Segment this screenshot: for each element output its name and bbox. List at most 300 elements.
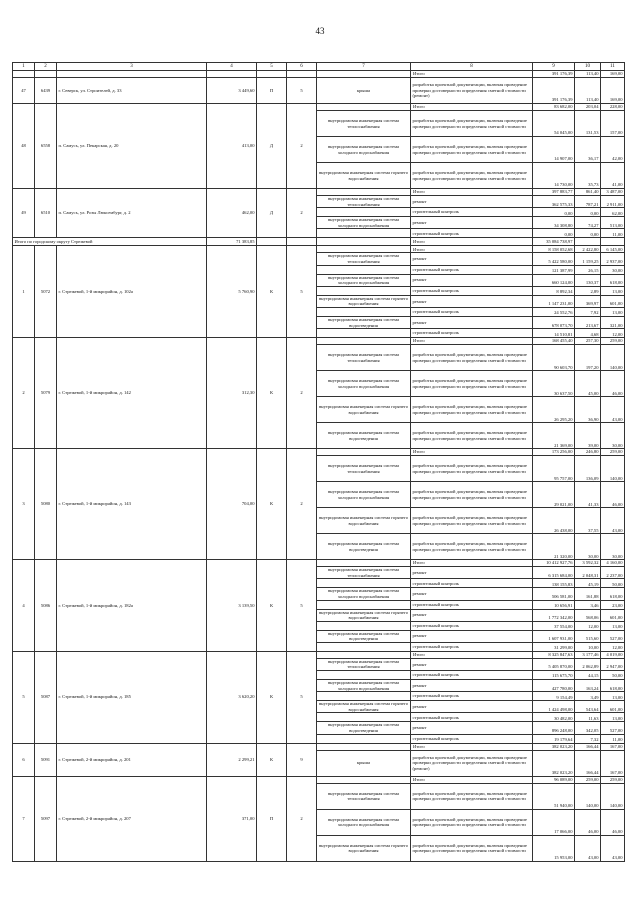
work-cost: 37 554,00 — [533, 621, 575, 630]
page-number: 43 — [315, 26, 325, 36]
total-limit-cost: 259,00 — [601, 449, 625, 456]
empty-cell — [317, 776, 411, 783]
work-type: строительный контроль — [411, 286, 533, 295]
column-number-cell: 8 — [411, 63, 533, 71]
unit-cost: 37,55 — [575, 508, 601, 534]
engineering-system: внутридомовая инженерная система холодного водоснабжения — [317, 137, 411, 163]
work-cost: 30 482,00 — [533, 713, 575, 722]
work-row — [13, 78, 625, 104]
work-cost: 10 656,91 — [533, 600, 575, 609]
work-type: ремонт — [411, 567, 533, 579]
table-body — [13, 71, 625, 862]
house-id: 6510 — [35, 189, 57, 238]
work-cost: 31 299,00 — [533, 642, 575, 651]
unit-cost: 197,20 — [575, 345, 601, 371]
empty-cell — [257, 238, 287, 246]
work-type: строительный контроль — [411, 621, 533, 630]
house-area: 3 139,50 — [207, 560, 257, 652]
house-id: 5091 — [35, 743, 57, 776]
limit-cost: 50,00 — [601, 671, 625, 680]
engineering-system — [317, 307, 411, 316]
work-type: разработка проектной документации, включая проведение проверки достоверности определения сметной стоимости — [411, 783, 533, 809]
house-address: п. Самусь, ул. Розы Люксембург, д. 2 — [57, 189, 207, 238]
engineering-system: внутридомовая инженерная система холодного водоснабжения — [317, 809, 411, 835]
total-unit-cost: 2 422,80 — [575, 246, 601, 253]
unit-cost: 136,09 — [575, 456, 601, 482]
unit-cost: 213,67 — [575, 316, 601, 328]
wall-material: Д — [257, 189, 287, 238]
engineering-system: внутридомовая инженерная система горячего водоснабжения — [317, 508, 411, 534]
house-area: 3 449,60 — [207, 78, 257, 104]
unit-cost: 41,33 — [575, 482, 601, 508]
engineering-system — [317, 692, 411, 701]
work-type: разработка проектной документации, включая проведение проверки достоверности определения сметной стоимости — [411, 397, 533, 423]
limit-cost: 140,00 — [601, 456, 625, 482]
total-unit-cost: 246,80 — [575, 449, 601, 456]
total-unit-cost: 203,04 — [575, 104, 601, 111]
limit-cost: 618,00 — [601, 588, 625, 600]
work-cost: 90 603,70 — [533, 345, 575, 371]
work-type: разработка проектной документации, включая проведение проверки достоверности определения сметной стоимости — [411, 456, 533, 482]
work-type: разработка проектной документации, включая проведение проверки достоверности определения сметной стоимости — [411, 371, 533, 397]
unit-cost: 46,00 — [575, 809, 601, 835]
work-type: строительный контроль — [411, 229, 533, 238]
work-type: разработка проектной документации, включая проведение проверки достоверности определения сметной стоимости — [411, 482, 533, 508]
limit-cost: 601,00 — [601, 609, 625, 621]
work-type: разработка проектной документации, включая проведение проверки достоверности определения сметной стоимости — [411, 423, 533, 449]
work-type: строительный контроль — [411, 208, 533, 217]
engineering-system: внутридомовая инженерная система горячего водоснабжения — [317, 295, 411, 307]
engineering-system: внутридомовая инженерная система холодного водоснабжения — [317, 371, 411, 397]
total-label: Итого — [411, 743, 533, 750]
unit-cost: 787,21 — [575, 196, 601, 208]
house-address: г. Стрежевой, 1-й микрорайон, д. 102а — [57, 246, 207, 338]
engineering-system — [317, 642, 411, 651]
engineering-system: внутридомовая инженерная система теплоснабжения — [317, 783, 411, 809]
row-number: 1 — [13, 246, 35, 338]
work-cost: 427 780,00 — [533, 680, 575, 692]
floor-count: 2 — [287, 104, 317, 189]
column-number-cell: 10 — [575, 63, 601, 71]
unit-cost: 44,15 — [575, 671, 601, 680]
limit-cost: 30,00 — [601, 423, 625, 449]
limit-cost: 13,00 — [601, 286, 625, 295]
work-type: строительный контроль — [411, 329, 533, 338]
limit-cost: 527,00 — [601, 630, 625, 642]
house-address — [57, 71, 207, 78]
work-cost: 1 607 931,00 — [533, 630, 575, 642]
unit-cost: 74,27 — [575, 217, 601, 229]
engineering-system: внутридомовая инженерная система теплоснабжения — [317, 111, 411, 137]
work-type: строительный контроль — [411, 671, 533, 680]
empty-cell — [317, 743, 411, 750]
work-type: разработка проектной документации, включая проведение проверки достоверности определения сметной стоимости — [411, 345, 533, 371]
total-limit-cost: 167,00 — [601, 743, 625, 750]
unit-cost: 130,37 — [575, 274, 601, 286]
total-unit-cost: 3 592,32 — [575, 560, 601, 567]
limit-cost: 41,00 — [601, 163, 625, 189]
total-cost: 173 256,00 — [533, 449, 575, 456]
unit-cost: 0,00 — [575, 229, 601, 238]
engineering-system: крыша — [317, 78, 411, 104]
limit-cost: 618,00 — [601, 680, 625, 692]
wall-material: К — [257, 560, 287, 652]
limit-cost: 42,00 — [601, 137, 625, 163]
wall-material: К — [257, 246, 287, 338]
limit-cost: 11,00 — [601, 734, 625, 743]
engineering-system: внутридомовая инженерная система холодного водоснабжения — [317, 274, 411, 286]
unit-cost: 36,17 — [575, 137, 601, 163]
empty-cell — [317, 238, 411, 246]
work-type: разработка проектной документации, включая проведение проверки достоверности определения сметной стоимости — [411, 835, 533, 861]
engineering-system: внутридомовая инженерная система теплоснабжения — [317, 658, 411, 670]
unit-cost: 35,73 — [575, 163, 601, 189]
limit-cost: 43,00 — [601, 835, 625, 861]
unit-cost: 369,97 — [575, 295, 601, 307]
engineering-system: внутридомовая инженерная система теплоснабжения — [317, 253, 411, 265]
unit-cost: 166,44 — [575, 750, 601, 776]
total-unit-cost: 259,00 — [575, 776, 601, 783]
work-type: разработка проектной документации, включая проведение проверки достоверности определения сметной стоимости — [411, 508, 533, 534]
group-total-row — [13, 651, 625, 658]
floor-count: 5 — [287, 246, 317, 338]
total-limit-cost: 4 019,00 — [601, 651, 625, 658]
work-cost: 30 637,50 — [533, 371, 575, 397]
total-label: Итого — [411, 338, 533, 345]
work-type: ремонт — [411, 274, 533, 286]
floor-count — [287, 71, 317, 78]
engineering-system — [317, 229, 411, 238]
limit-cost: 50,00 — [601, 579, 625, 588]
limit-cost: 140,00 — [601, 783, 625, 809]
group-total-row — [13, 189, 625, 196]
unit-cost: 2,89 — [575, 286, 601, 295]
unit-cost: 140,00 — [575, 783, 601, 809]
row-number: 4 — [13, 560, 35, 652]
house-area: 704,00 — [207, 449, 257, 560]
house-area: 413,00 — [207, 104, 257, 189]
work-cost: 29 021,00 — [533, 482, 575, 508]
work-type: ремонт — [411, 658, 533, 670]
work-cost: 1 147 231,00 — [533, 295, 575, 307]
engineering-system: внутридомовая инженерная система горячего водоснабжения — [317, 397, 411, 423]
unit-cost: 113,40 — [575, 78, 601, 104]
engineering-system: внутридомовая инженерная система холодного водоснабжения — [317, 680, 411, 692]
limit-cost: 46,00 — [601, 371, 625, 397]
wall-material: П — [257, 776, 287, 861]
house-address: г. Стрежевой, 1-й микрорайон, д. 185 — [57, 651, 207, 743]
total-cost: 8 158 052,68 — [533, 246, 575, 253]
subtotal-area: 71 383,85 — [207, 238, 257, 246]
engineering-system — [317, 734, 411, 743]
engineering-system — [317, 329, 411, 338]
work-cost: 9 154,49 — [533, 692, 575, 701]
work-type: ремонт — [411, 701, 533, 713]
total-label: Итого — [411, 449, 533, 456]
floor-count: 2 — [287, 189, 317, 238]
work-type: разработка проектной документации, включая проведение проверки достоверности определения сметной стоимости — [411, 163, 533, 189]
column-number-cell: 9 — [533, 63, 575, 71]
work-cost: 51 940,00 — [533, 783, 575, 809]
limit-cost: 30,00 — [601, 265, 625, 274]
column-number-cell: 5 — [257, 63, 287, 71]
work-cost: 5 422 580,00 — [533, 253, 575, 265]
total-limit-cost: 259,00 — [601, 338, 625, 345]
column-number-cell: 1 — [13, 63, 35, 71]
house-area: 371,00 — [207, 776, 257, 861]
unit-cost: 163,24 — [575, 680, 601, 692]
work-cost: 26 438,00 — [533, 508, 575, 534]
total-unit-cost: 3 177,46 — [575, 651, 601, 658]
floor-count: 9 — [287, 743, 317, 776]
unit-cost: 45,00 — [575, 371, 601, 397]
work-cost: 138 155,83 — [533, 579, 575, 588]
house-id: 5072 — [35, 246, 57, 338]
row-number: 7 — [13, 776, 35, 861]
work-cost: 19 179,64 — [533, 734, 575, 743]
work-cost: 24 552,76 — [533, 307, 575, 316]
unit-cost: 45,19 — [575, 579, 601, 588]
empty-cell — [287, 238, 317, 246]
total-cost: 391 176,39 — [533, 71, 575, 78]
engineering-system — [317, 621, 411, 630]
work-cost: 678 073,70 — [533, 316, 575, 328]
house-id: 5097 — [35, 776, 57, 861]
engineering-system — [317, 265, 411, 274]
limit-cost: 169,00 — [601, 78, 625, 104]
work-cost: 6 315 684,00 — [533, 567, 575, 579]
group-total-row — [13, 246, 625, 253]
unit-cost: 36,90 — [575, 397, 601, 423]
empty-cell — [317, 560, 411, 567]
work-type: ремонт — [411, 609, 533, 621]
limit-cost: 601,00 — [601, 295, 625, 307]
wall-material: К — [257, 338, 287, 449]
empty-cell — [317, 189, 411, 196]
work-cost: 15 953,00 — [533, 835, 575, 861]
column-number-cell: 6 — [287, 63, 317, 71]
house-area: 5 760,90 — [207, 246, 257, 338]
unit-cost: 11,63 — [575, 713, 601, 722]
total-label: Итого — [411, 189, 533, 196]
work-cost: 382 023,20 — [533, 750, 575, 776]
total-unit-cost — [575, 238, 601, 246]
work-cost: 0,00 — [533, 208, 575, 217]
work-type: ремонт — [411, 217, 533, 229]
limit-cost: 13,00 — [601, 713, 625, 722]
work-type: ремонт — [411, 253, 533, 265]
limit-cost: 140,00 — [601, 345, 625, 371]
engineering-system — [317, 208, 411, 217]
group-total-row — [13, 104, 625, 111]
limit-cost: 527,00 — [601, 722, 625, 734]
house-area — [207, 71, 257, 78]
limit-cost: 12,00 — [601, 642, 625, 651]
total-limit-cost: 228,00 — [601, 104, 625, 111]
work-cost: 506 581,00 — [533, 588, 575, 600]
engineering-system: внутридомовая инженерная система холодного водоснабжения — [317, 482, 411, 508]
limit-cost: 12,00 — [601, 329, 625, 338]
work-type: разработка проектной документации, включая проведение проверки достоверности определения сметной стоимости — [411, 137, 533, 163]
limit-cost: 2 937,00 — [601, 253, 625, 265]
limit-cost: 11,00 — [601, 229, 625, 238]
work-cost: 54 045,00 — [533, 111, 575, 137]
column-number-cell: 11 — [601, 63, 625, 71]
work-cost: 391 176,39 — [533, 78, 575, 104]
limit-cost: 43,00 — [601, 397, 625, 423]
house-address: г. Стрежевой, 2-й микрорайон, д. 201 — [57, 743, 207, 776]
engineering-system: крыша — [317, 750, 411, 776]
row-number: 2 — [13, 338, 35, 449]
total-cost: 382 023,20 — [533, 743, 575, 750]
total-limit-cost — [601, 238, 625, 246]
engineering-system: внутридомовая инженерная система теплоснабжения — [317, 456, 411, 482]
unit-cost: 10,00 — [575, 642, 601, 651]
unit-cost: 515,60 — [575, 630, 601, 642]
total-cost: 10 412 927,76 — [533, 560, 575, 567]
limit-cost: 167,00 — [601, 750, 625, 776]
work-cost: 660 124,00 — [533, 274, 575, 286]
work-cost: 17 066,00 — [533, 809, 575, 835]
column-number-cell: 4 — [207, 63, 257, 71]
limit-cost: 46,00 — [601, 482, 625, 508]
engineering-system: внутридомовая инженерная система теплоснабжения — [317, 567, 411, 579]
unit-cost: 3,46 — [575, 600, 601, 609]
row-number — [13, 71, 35, 78]
wall-material: К — [257, 743, 287, 776]
work-type: строительный контроль — [411, 734, 533, 743]
total-unit-cost: 257,30 — [575, 338, 601, 345]
limit-cost: 157,00 — [601, 111, 625, 137]
house-id: 5087 — [35, 651, 57, 743]
work-type: ремонт — [411, 196, 533, 208]
unit-cost: 2 048,31 — [575, 567, 601, 579]
work-type: строительный контроль — [411, 579, 533, 588]
work-cost: 34 308,80 — [533, 217, 575, 229]
limit-cost: 321,00 — [601, 316, 625, 328]
work-cost: 21 320,00 — [533, 534, 575, 560]
floor-count: 2 — [287, 338, 317, 449]
total-label: Итого — [411, 651, 533, 658]
limit-cost: 2 947,00 — [601, 658, 625, 670]
work-cost: 14 510,81 — [533, 329, 575, 338]
engineering-system — [317, 671, 411, 680]
limit-cost: 46,00 — [601, 809, 625, 835]
floor-count: 2 — [287, 449, 317, 560]
row-number: 47 — [13, 78, 35, 104]
work-cost: 362 575,33 — [533, 196, 575, 208]
wall-material: П — [257, 78, 287, 104]
subtotal-row — [13, 238, 625, 246]
house-id: 5079 — [35, 338, 57, 449]
row-number: 3 — [13, 449, 35, 560]
work-cost: 121 387,99 — [533, 265, 575, 274]
engineering-system: внутридомовая инженерная система горячего водоснабжения — [317, 163, 411, 189]
house-area: 2 299,21 — [207, 743, 257, 776]
unit-cost: 568,06 — [575, 609, 601, 621]
wall-material: К — [257, 651, 287, 743]
work-cost: 26 295,20 — [533, 397, 575, 423]
row-number: 49 — [13, 189, 35, 238]
empty-cell — [317, 71, 411, 78]
floor-count: 5 — [287, 78, 317, 104]
work-type: ремонт — [411, 588, 533, 600]
floor-count: 5 — [287, 560, 317, 652]
limit-cost: 513,00 — [601, 217, 625, 229]
work-type: строительный контроль — [411, 642, 533, 651]
total-limit-cost: 6 145,00 — [601, 246, 625, 253]
engineering-system: внутридомовая инженерная система горячего водоснабжения — [317, 609, 411, 621]
house-address: п. Самусь, ул. Пекарская, д. 20 — [57, 104, 207, 189]
total-label: Итого — [411, 560, 533, 567]
empty-cell — [317, 651, 411, 658]
work-type: разработка проектной документации, включая проведение проверки достоверности определения сметной стоимости — [411, 111, 533, 137]
work-type: строительный контроль — [411, 692, 533, 701]
total-cost: 83 682,00 — [533, 104, 575, 111]
house-id: 5080 — [35, 449, 57, 560]
house-id — [35, 71, 57, 78]
work-cost: 14 907,00 — [533, 137, 575, 163]
empty-cell — [317, 104, 411, 111]
house-area: 3 620,20 — [207, 651, 257, 743]
limit-cost: 30,00 — [601, 534, 625, 560]
row-number: 48 — [13, 104, 35, 189]
column-number-cell: 3 — [57, 63, 207, 71]
total-limit-cost: 3 487,00 — [601, 189, 625, 196]
house-id: 5086 — [35, 560, 57, 652]
work-type: строительный контроль — [411, 307, 533, 316]
unit-cost: 0,00 — [575, 208, 601, 217]
unit-cost: 3,49 — [575, 692, 601, 701]
wall-material: Д — [257, 104, 287, 189]
engineering-system: внутридомовая инженерная система водоотведения — [317, 534, 411, 560]
work-cost: 5 405 870,00 — [533, 658, 575, 670]
work-type: ремонт — [411, 295, 533, 307]
total-label: Итого — [411, 104, 533, 111]
group-total-row — [13, 776, 625, 783]
house-address: г. Северск, ул. Строителей, д. 33 — [57, 78, 207, 104]
group-total-row — [13, 71, 625, 78]
group-total-row — [13, 743, 625, 750]
limit-cost: 2 911,00 — [601, 196, 625, 208]
total-unit-cost: 166,44 — [575, 743, 601, 750]
work-cost: 14 730,00 — [533, 163, 575, 189]
engineering-system — [317, 600, 411, 609]
work-type: строительный контроль — [411, 600, 533, 609]
group-total-row — [13, 560, 625, 567]
work-type: ремонт — [411, 630, 533, 642]
house-address: г. Стрежевой, 1-й микрорайон, д. 143 — [57, 449, 207, 560]
unit-cost: 43,00 — [575, 835, 601, 861]
engineering-system: внутридомовая инженерная система водоотведения — [317, 423, 411, 449]
engineering-system: внутридомовая инженерная система водоотведения — [317, 722, 411, 734]
limit-cost: 43,00 — [601, 508, 625, 534]
limit-cost: 62,00 — [601, 208, 625, 217]
total-label: Итого — [411, 246, 533, 253]
unit-cost: 2 062,89 — [575, 658, 601, 670]
work-type: разработка проектной документации, включая проведение проверки достоверности определения сметной стоимости — [411, 534, 533, 560]
floor-count: 2 — [287, 776, 317, 861]
work-cost: 1 772 342,00 — [533, 609, 575, 621]
group-total-row — [13, 338, 625, 345]
engineering-system: внутридомовая инженерная система водоотведения — [317, 316, 411, 328]
works-table-container — [12, 62, 624, 862]
total-cost: 168 455,40 — [533, 338, 575, 345]
work-cost: 95 757,00 — [533, 456, 575, 482]
empty-cell — [317, 246, 411, 253]
column-number-cell: 7 — [317, 63, 411, 71]
row-number: 5 — [13, 651, 35, 743]
